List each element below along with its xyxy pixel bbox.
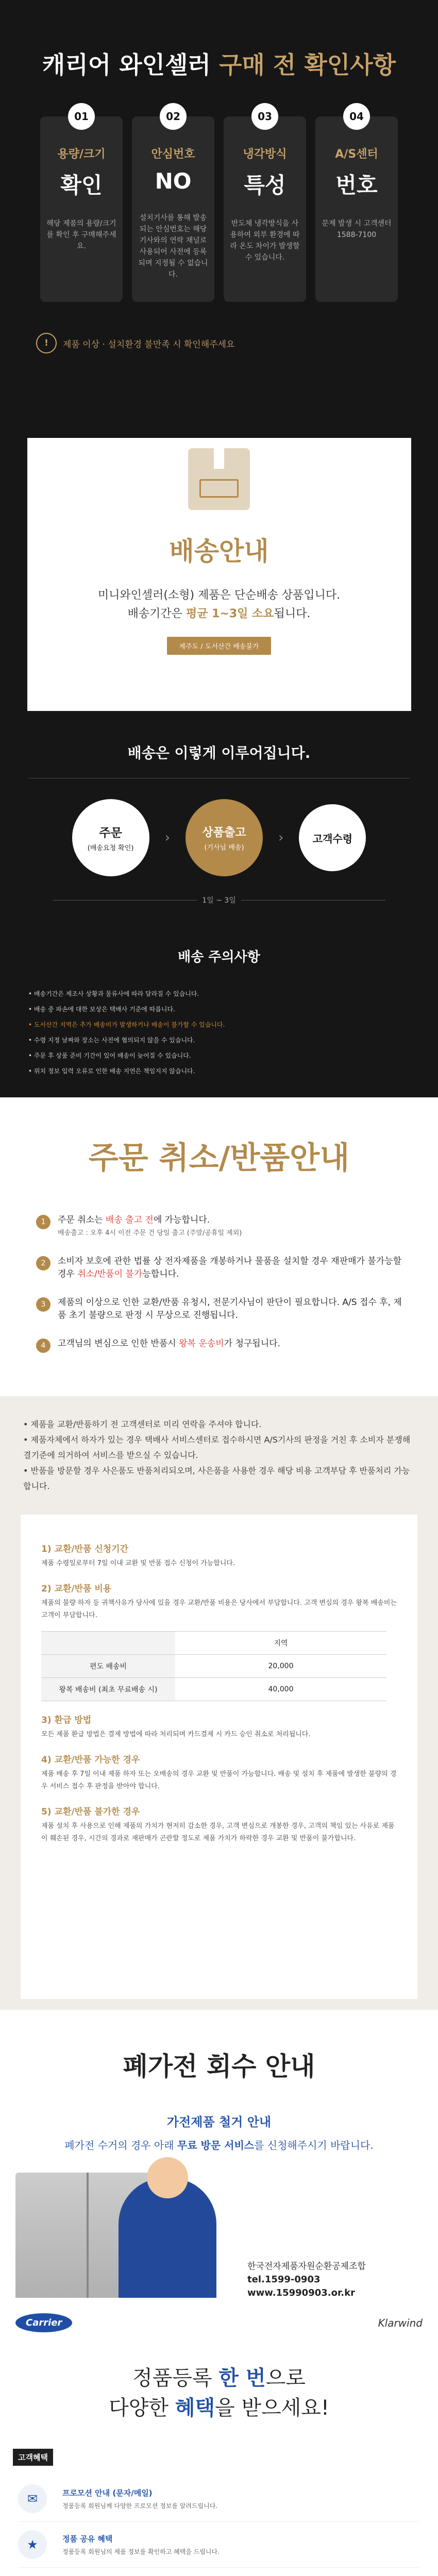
flow-title: 배송은 이렇게 이루어집니다. <box>127 744 311 761</box>
delivery-card <box>27 438 411 711</box>
delivery-desc: 미니와인셀러(소형) 제품은 단순배송 상품입니다. 배송기간은 평균 1~3일 소요됩니다. <box>97 589 341 620</box>
gift-icon: ★ <box>18 2530 47 2559</box>
check-cards <box>0 110 438 302</box>
worker-image <box>119 2178 216 2298</box>
list-item: 1 주문 취소는 배송 출고 전에 가능합니다. 배송출고 : 오후 4시 이전 주문 건 당일 출고 (주말/공휴일 제외) <box>36 1214 402 1240</box>
return-box: 1) 교환/반품 신청기간 제품 수령일로부터 7일 이내 교환 및 반품 접수 신청이 가능합니다. 2) 교환/반품 비용 제품의 불량 하자 등 귀책사유가 당사에 있을 경우 교환/반품 비용은 당사에서 부담합니다. 고객 변심의 경우 왕복 배송비는 고객이 부담합니다. 지역 편도 배송비 20,000 왕복 배송비 (최초 무료배송 시) 40,000 3) 환급 방법 모든 제품 환급 방법은 결제 방법에 따라 처리되며 카드결제 시 카드 승인 취소로 처리됩니다. 4) 교환/반품 가능한 경우 제품 배송 후 7일 이내 제품 하자 또는 오배송의 경우 교환 및 반품이 가능합니다. 배송 및 설치 후 제품에 발생한 불량의 경우 서비스 접수 후 판정을 받아야 합니다. 5) 교환/반품 불가한 경우 제품 설치 후 사용으로 인해 제품의 가치가 현저히 감소한 경우, 고객 변심으로 개봉한 경우, 고객의 책임 있는 사유로 제품이 훼손된 경우, 시간의 경과로 재판매가 곤란할 정도로 제품 가치가 하락한 경우 교환 및 반품이 불가합니다. <box>21 1515 417 1999</box>
cancel-section <box>0 1097 438 1396</box>
carrier-logo: Carrier <box>15 2313 72 2332</box>
cancel-list <box>36 1214 402 1353</box>
benefit-list <box>18 2476 420 2576</box>
recycle-section: 폐가전 회수 안내 가전제품 철거 안내 폐가전 수거의 경우 아래 무료 방문 서비스를 신청해주시기 바랍니다. 한국전자제품자원순환공제조합 tel.1599-0903 www.15990903.or.kr <box>0 2009 438 2298</box>
registration-headline: 정품등록 한 번으로 다양한 혜택을 받으세요! <box>109 2366 329 2420</box>
recycle-title: 폐가전 회수 안내 <box>123 2052 315 2081</box>
check-card: 02 안심번호 NO 설치기사를 통해 발송되는 안심번호는 해당 기사와의 연락 채널로 사용되어 사전에 등록되며 지정될 수 없습니다. <box>132 116 214 302</box>
flow-days: 1일 ~ 3일 <box>0 895 438 905</box>
caution-list: • 배송기간은 제조사 상황과 물류사에 따라 달라질 수 있습니다. • 배송 중 파손에 대한 보상은 택배사 기준에 따릅니다. • 도서산간 지역은 추가 배송비가 발생하거나 배송이 불가할 수 있습니다. • 수령 지정 날짜와 장소는 사전에 협의되지 않을 수 있습니다. • 주문 후 상품 준비 기간이 있어 배송이 늦어질 수 있습니다. • 위치 정보 입력 오류로 인한 배송 지연은 책임지지 않습니다. <box>28 986 410 1079</box>
list-item: ★ 정품 공유 혜택 정품등록 회원님의 제품 정보를 확인하고 혜택을 드립니다. <box>18 2522 420 2568</box>
delivery-section <box>0 402 438 1097</box>
check-card: 04 A/S센터 번호 문제 발생 시 고객센터 1588-7100 <box>315 116 398 302</box>
list-item: ✉ 프로모션 안내 (문자/메일) 정품등록 회원님께 다양한 프로모션 정보를 알려드립니다. <box>18 2476 420 2522</box>
arrow-right-icon: › <box>278 830 284 845</box>
return-notes: • 제품을 교환/반품하기 전 고객센터로 미리 연락을 주셔야 합니다. • 제품자체에서 하자가 있는 경우 택배사 서비스센터로 접수하시면 A/S기사의 판정을 거친 후 소비자 분쟁해결기준에 의거하여 서비스를 받으실 수 있습니다. • 반품을 방문할 경우 사은품도 반품처리되오며, 사은품을 사용한 경우 해당 비용 고객부담 후 반품처리 가능합니다. <box>23 1419 411 1491</box>
delivery-tag: 제주도 / 도서산간 배송불가 <box>167 637 272 655</box>
delivery-title: 배송안내 <box>169 536 269 566</box>
fee-table: 지역 편도 배송비 20,000 왕복 배송비 (최초 무료배송 시) 40,000 <box>41 1631 386 1701</box>
klarwind-logo: Klarwind <box>378 2316 423 2329</box>
precheck-section <box>0 0 438 402</box>
warning-icon: ! <box>36 333 57 353</box>
delivery-flow <box>0 799 438 876</box>
megaphone-icon: ✉ <box>18 2484 47 2513</box>
registration-section <box>0 2298 438 2576</box>
flow-step-receive: 고객수령 <box>299 804 366 871</box>
return-detail-section <box>0 1396 438 2009</box>
list-item <box>18 2568 420 2576</box>
list-item: 2 소비자 보호에 관한 법률 상 전자제품을 개봉하거나 물품을 설치할 경우 재판매가 불가능할 경우 취소/반품이 불가능합니다. <box>36 1255 402 1281</box>
box-icon <box>188 448 250 510</box>
flow-step-shipping: 상품출고 (기사님 배송) <box>186 799 263 876</box>
check-card: 03 냉각방식 특성 반도체 냉각방식을 사용하여 외부 환경에 따라 온도 차이가 발생할 수 있습니다. <box>224 116 306 302</box>
arrow-right-icon: › <box>164 830 170 845</box>
list-item: 4 고객님의 변심으로 인한 반품시 왕복 운송비가 청구됩니다. <box>36 1337 402 1353</box>
precheck-title: 캐리어 와인셀러 구매 전 확인사항 <box>42 51 396 79</box>
flow-step-order: 주문 (배송요청 확인) <box>72 799 149 876</box>
precheck-notice: ! 제품 이상 · 설치환경 불만족 시 확인해주세요 <box>36 333 402 353</box>
check-card: 01 용량/크기 확인 해당 제품의 용량/크기를 확인 후 구매해주세요. <box>40 116 123 302</box>
benefits-bar: 고객혜택 <box>13 2449 53 2466</box>
list-item: 3 제품의 이상으로 인한 교환/반품 유청시, 전문기사님이 판단이 필요합니다. A/S 접수 후, 제품 초기 불량으로 판정 시 무상으로 진행됩니다. <box>36 1296 402 1322</box>
cancel-title: 주문 취소/반품안내 <box>88 1140 350 1176</box>
caution-title: 배송 주의사항 <box>178 950 260 965</box>
recycle-contact: 한국전자제품자원순환공제조합 tel.1599-0903 www.15990903.or.kr <box>247 2261 366 2298</box>
